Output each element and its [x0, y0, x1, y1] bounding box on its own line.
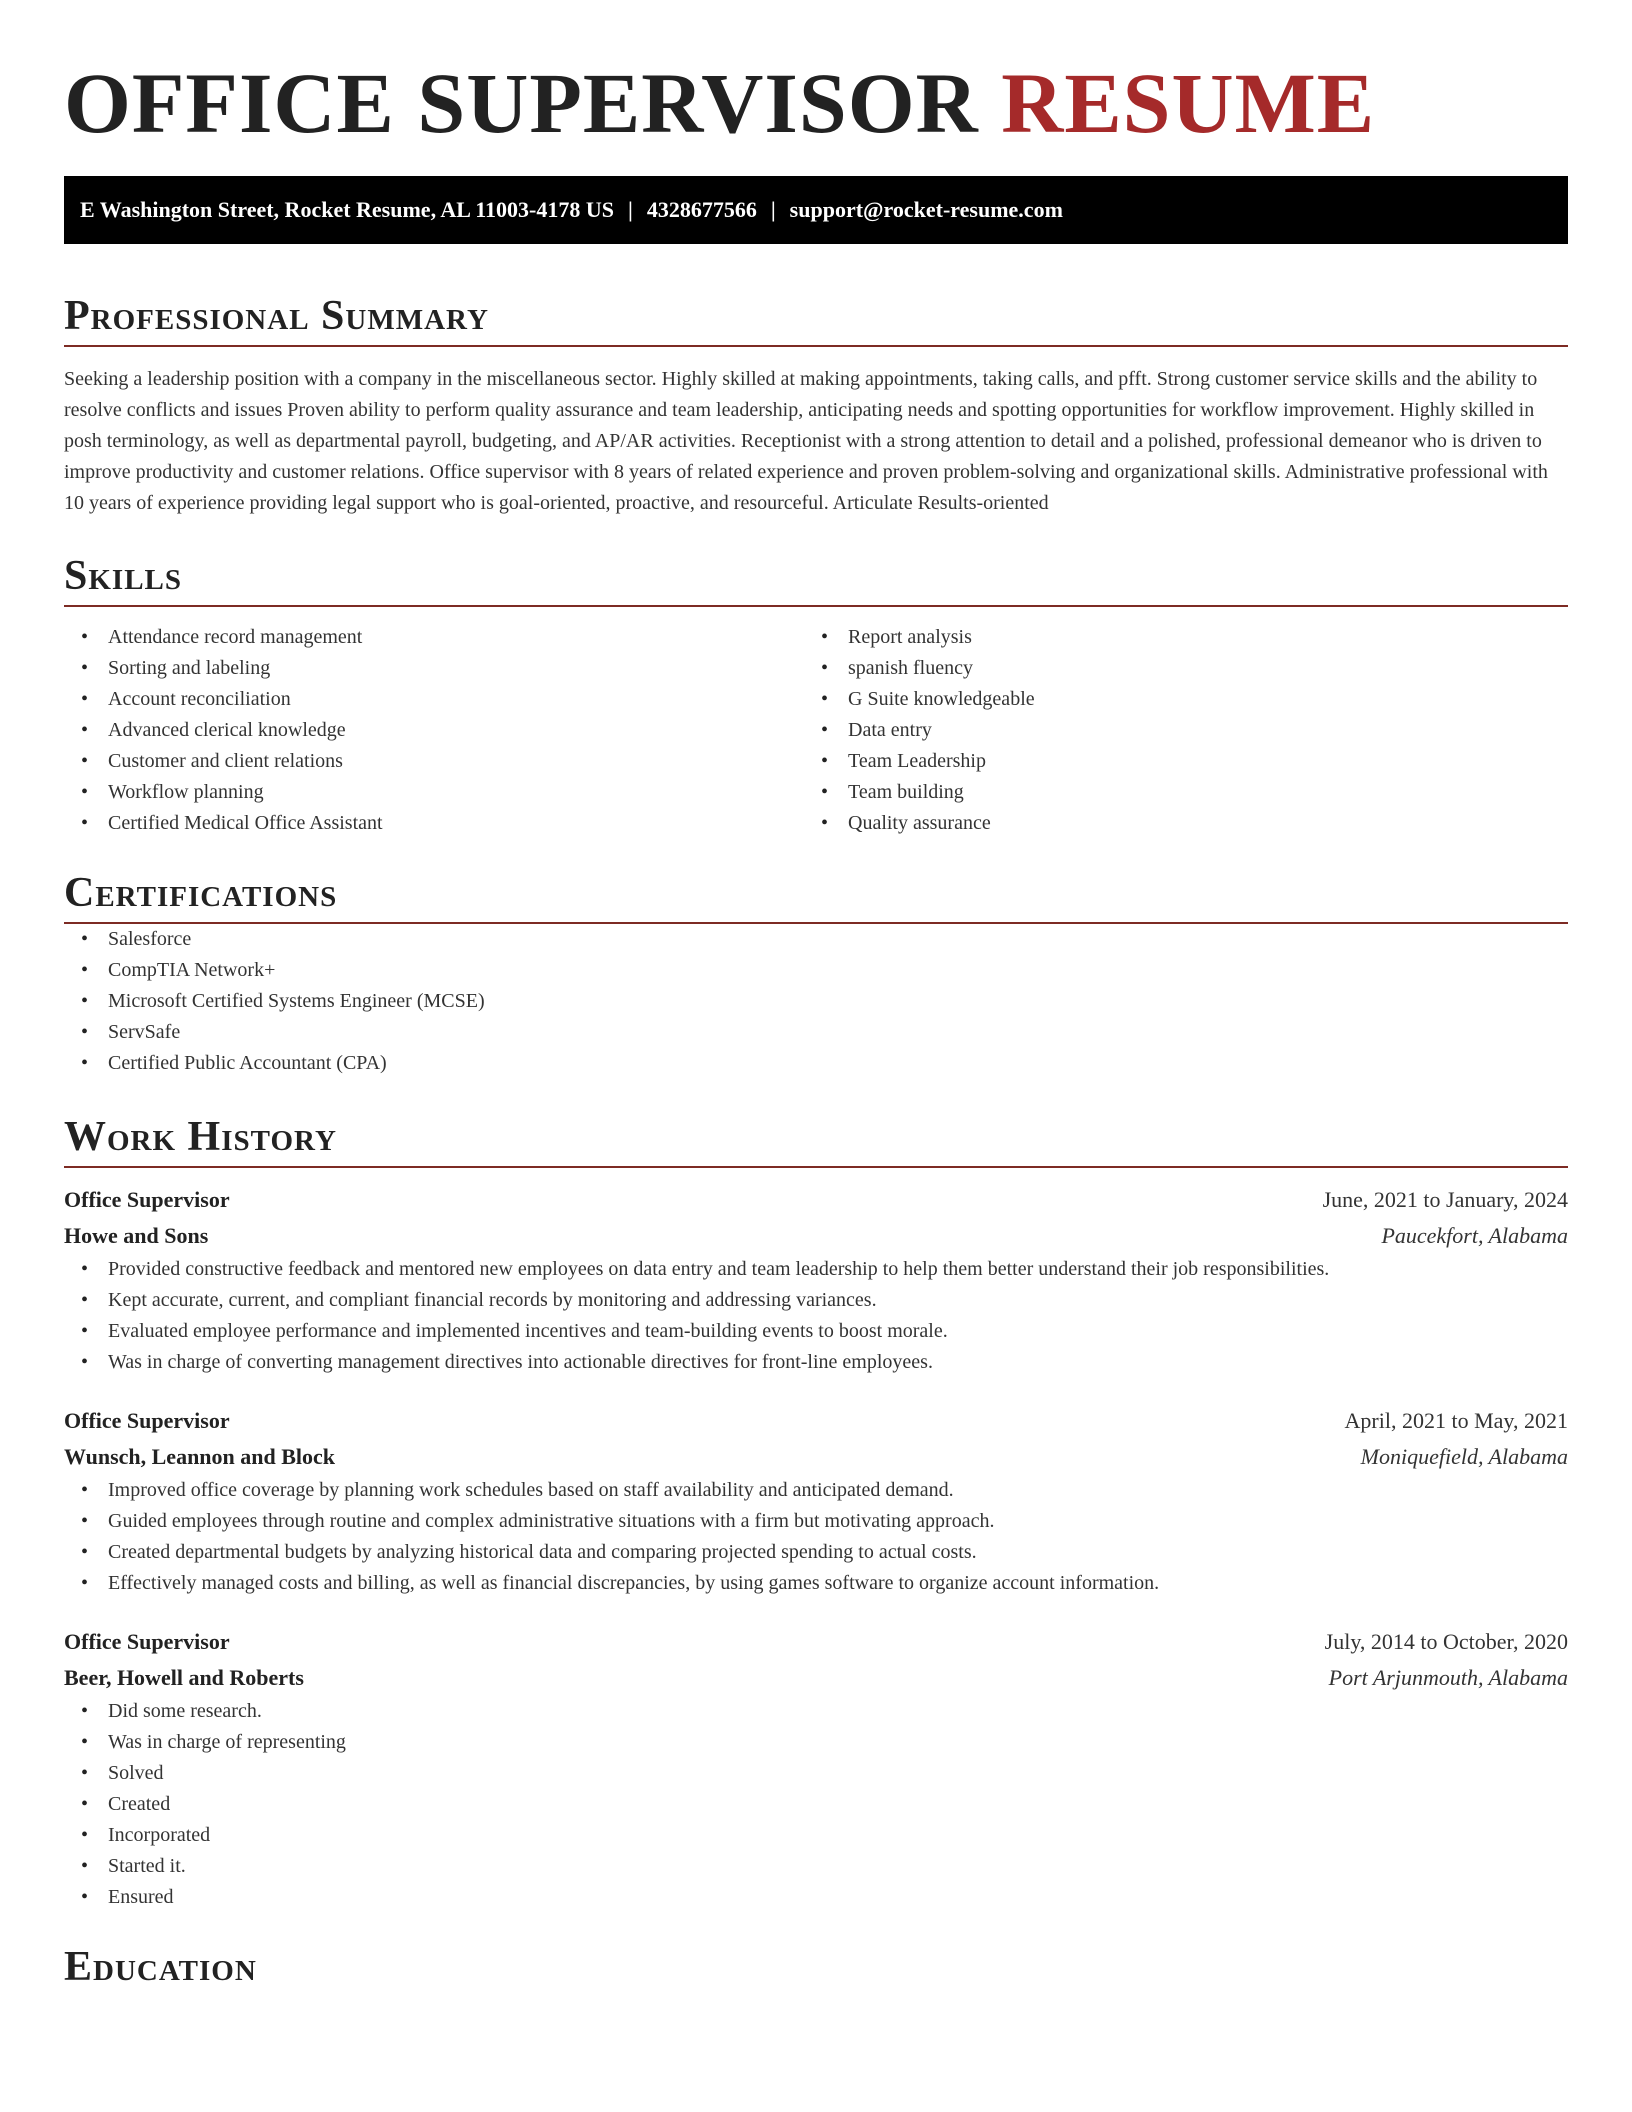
section-divider [64, 605, 1568, 607]
skill-item: • Workflow planning [64, 777, 804, 808]
resume-page [64, 0, 1568, 1996]
job-header-row [64, 1182, 1568, 1218]
job-company-row [64, 1439, 1568, 1475]
skill-item: • Certified Medical Office Assistant [64, 808, 804, 839]
job-bullet: • Ensured [64, 1882, 1568, 1913]
contact-phone: 4328677566 [646, 197, 757, 222]
contact-email: support@rocket-resume.com [789, 197, 1063, 222]
skill-item: • Customer and client relations [64, 746, 804, 777]
job-bullet: • Evaluated employee performance and implemented incentives and team-building events to boost morale. [64, 1316, 1568, 1347]
title-main: OFFICE SUPERVISOR [64, 55, 979, 151]
job-entry [64, 1403, 1568, 1599]
section-title-certifications: Certifications [64, 870, 338, 916]
job-bullet: • Was in charge of representing [64, 1727, 1568, 1758]
work-history-section [64, 1108, 1568, 1913]
skills-section [64, 547, 1568, 839]
job-bullets [64, 1475, 1568, 1599]
section-title-work-history: Work History [64, 1114, 337, 1160]
skill-item: • G Suite knowledgeable [804, 684, 1544, 715]
job-bullet: • Started it. [64, 1851, 1568, 1882]
job-bullet: • Improved office coverage by planning work schedules based on staff availability and anticipated demand. [64, 1475, 1568, 1506]
job-title: Office Supervisor [64, 1629, 230, 1654]
job-bullets [64, 1696, 1568, 1913]
job-bullet: • Created departmental budgets by analyzing historical data and comparing projected spending to actual costs. [64, 1537, 1568, 1568]
skill-item: • Sorting and labeling [64, 653, 804, 684]
skill-item: • Account reconciliation [64, 684, 804, 715]
certification-item: • CompTIA Network+ [64, 955, 1568, 986]
job-bullet: • Kept accurate, current, and compliant financial records by monitoring and addressing variances. [64, 1285, 1568, 1316]
section-divider [64, 345, 1568, 347]
contact-separator: | [627, 197, 633, 222]
certification-item: • Microsoft Certified Systems Engineer (MCSE) [64, 986, 1568, 1017]
contact-bar [64, 176, 1568, 244]
job-company: Beer, Howell and Roberts [64, 1665, 304, 1690]
skill-item: • Team Leadership [804, 746, 1544, 777]
section-title-education: Education [64, 1944, 257, 1990]
job-location: Port Arjunmouth, Alabama [1328, 1665, 1568, 1690]
skill-item: • Team building [804, 777, 1544, 808]
job-bullet: • Was in charge of converting management directives into actionable directives for front-line employees. [64, 1347, 1568, 1378]
section-title-summary: Professional Summary [64, 293, 489, 339]
job-title: Office Supervisor [64, 1187, 230, 1212]
summary-text: Seeking a leadership position with a company in the miscellaneous sector. Highly skilled at making appointments, taking calls, and pfft. Strong customer service skills and the ability to resolve conflicts and issues Proven ability to perform quality assurance and team leadership, anticipating needs and spotting opportunities for workflow improvement. Highly skilled in posh terminology, as well as departmental payroll, budgeting, and AP/AR activities. Receptionist with a strong attention to detail and a polished, professional demeanor who is driven to improve productivity and customer relations. Office supervisor with 8 years of related experience and proven problem-solving and organizational skills. Administrative professional with 10 years of experience providing legal support who is goal-oriented, proactive, and resourceful. Articulate Results-oriented [64, 368, 1548, 514]
job-company: Howe and Sons [64, 1223, 209, 1248]
job-bullets [64, 1254, 1568, 1378]
job-entry [64, 1624, 1568, 1913]
skill-item: • Advanced clerical knowledge [64, 715, 804, 746]
skill-item: • Attendance record management [64, 622, 804, 653]
skill-item: • spanish fluency [804, 653, 1544, 684]
skill-item: • Quality assurance [804, 808, 1544, 839]
job-entry [64, 1182, 1568, 1378]
job-bullet: • Incorporated [64, 1820, 1568, 1851]
job-company: Wunsch, Leannon and Block [64, 1444, 336, 1469]
certification-item: • Salesforce [64, 924, 1568, 955]
certification-item: • ServSafe [64, 1017, 1568, 1048]
certifications-section [64, 864, 1568, 1079]
summary-section [64, 287, 1568, 519]
skill-item: • Data entry [804, 715, 1544, 746]
contact-separator: | [770, 197, 776, 222]
skills-right-column [804, 622, 1544, 839]
title-accent: RESUME [1001, 55, 1376, 151]
job-dates: July, 2014 to October, 2020 [1324, 1629, 1568, 1654]
job-title: Office Supervisor [64, 1408, 230, 1433]
job-company-row [64, 1660, 1568, 1696]
contact-address: E Washington Street, Rocket Resume, AL 11003-4178 US [80, 197, 614, 222]
job-bullet: • Guided employees through routine and complex administrative situations with a firm but motivating approach. [64, 1506, 1568, 1537]
job-company-row [64, 1218, 1568, 1254]
job-location: Paucekfort, Alabama [1381, 1223, 1568, 1248]
job-dates: June, 2021 to January, 2024 [1322, 1187, 1568, 1212]
job-header-row [64, 1403, 1568, 1439]
job-bullet: • Created [64, 1789, 1568, 1820]
job-dates: April, 2021 to May, 2021 [1344, 1408, 1568, 1433]
job-bullet: • Solved [64, 1758, 1568, 1789]
skills-columns [64, 622, 1568, 839]
skill-item: • Report analysis [804, 622, 1544, 653]
skills-left-column [64, 622, 804, 839]
job-bullet: • Did some research. [64, 1696, 1568, 1727]
job-location: Moniquefield, Alabama [1360, 1444, 1568, 1469]
job-bullet: • Effectively managed costs and billing, as well as financial discrepancies, by using games software to organize account information. [64, 1568, 1568, 1599]
section-title-skills: Skills [64, 553, 183, 599]
section-divider [64, 1166, 1568, 1168]
job-header-row [64, 1624, 1568, 1660]
job-bullet: • Provided constructive feedback and mentored new employees on data entry and team leadership to help them better understand their job responsibilities. [64, 1254, 1568, 1285]
certification-item: • Certified Public Accountant (CPA) [64, 1048, 1568, 1079]
certifications-list [64, 924, 1568, 1079]
resume-title [64, 0, 1568, 154]
education-section [64, 1938, 1568, 1996]
